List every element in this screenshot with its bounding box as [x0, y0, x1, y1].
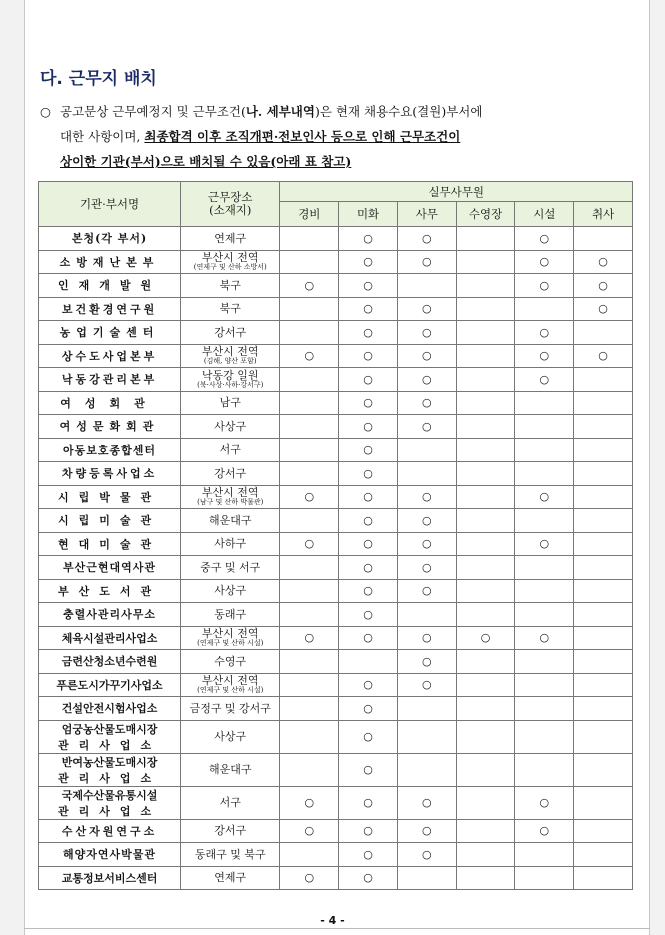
role-cell-4: [456, 368, 515, 392]
role-cell-1: [280, 227, 339, 251]
role-cell-3: ○: [397, 344, 456, 368]
role-cell-6: [574, 532, 633, 556]
table-row: [39, 579, 633, 603]
header-role-2: 미화: [339, 202, 398, 227]
location: 수영구: [181, 650, 280, 674]
org-name: 여성회관: [39, 391, 181, 415]
role-cell-2: ○: [339, 753, 398, 786]
role-cell-3: ○: [397, 786, 456, 819]
role-cell-2: ○: [339, 626, 398, 650]
role-cell-2: ○: [339, 720, 398, 753]
header-role-4: 수영장: [456, 202, 515, 227]
role-cell-5: [515, 462, 574, 486]
role-cell-2: ○: [339, 603, 398, 627]
role-cell-6: [574, 819, 633, 843]
role-cell-4: [456, 532, 515, 556]
role-cell-5: [515, 603, 574, 627]
role-cell-3: [397, 697, 456, 721]
table-row: [39, 227, 633, 251]
role-cell-4: [456, 843, 515, 867]
role-cell-2: ○: [339, 866, 398, 890]
para-text-g: (아래 표 참고): [270, 154, 352, 169]
role-cell-6: [574, 462, 633, 486]
location: 북구: [181, 274, 280, 298]
table-row: [39, 603, 633, 627]
role-cell-3: ○: [397, 843, 456, 867]
role-cell-2: ○: [339, 843, 398, 867]
role-cell-4: [456, 438, 515, 462]
role-cell-4: [456, 227, 515, 251]
role-cell-2: ○: [339, 344, 398, 368]
location: 사하구: [181, 532, 280, 556]
assignment-table: [38, 181, 633, 890]
role-cell-5: [515, 579, 574, 603]
role-cell-4: [456, 819, 515, 843]
role-cell-5: ○: [515, 626, 574, 650]
role-cell-1: [280, 250, 339, 274]
role-cell-1: [280, 415, 339, 439]
role-cell-5: [515, 843, 574, 867]
location: 부산시 전역 (연제구 및 산하 소방서): [181, 250, 280, 274]
org-name: 차량등록사업소: [39, 462, 181, 486]
location: 부산시 전역 (김해, 양산 포함): [181, 344, 280, 368]
role-cell-1: ○: [280, 786, 339, 819]
table-row: [39, 650, 633, 674]
location: 강서구: [181, 462, 280, 486]
header-location-text: 근무장소 (소재지): [208, 190, 253, 217]
role-cell-1: [280, 753, 339, 786]
role-cell-1: ○: [280, 344, 339, 368]
role-cell-4: [456, 753, 515, 786]
role-cell-4: [456, 274, 515, 298]
role-cell-3: ○: [397, 415, 456, 439]
role-cell-2: ○: [339, 297, 398, 321]
role-cell-6: [574, 227, 633, 251]
role-cell-1: [280, 321, 339, 345]
role-cell-6: [574, 438, 633, 462]
table-row: [39, 509, 633, 533]
role-cell-3: ○: [397, 485, 456, 509]
role-cell-2: [339, 650, 398, 674]
role-cell-3: ○: [397, 650, 456, 674]
role-cell-1: ○: [280, 274, 339, 298]
role-cell-4: [456, 485, 515, 509]
org-name: 현대미술관: [39, 532, 181, 556]
org-name: 부산근현대역사관: [39, 556, 181, 580]
para-text-d: 대한 사항이며,: [60, 129, 145, 144]
role-cell-4: [456, 415, 515, 439]
location: 금정구 및 강서구: [181, 697, 280, 721]
role-cell-6: ○: [574, 274, 633, 298]
role-cell-5: ○: [515, 274, 574, 298]
org-name: 소방재난본부: [39, 250, 181, 274]
footer-rule: [24, 928, 650, 929]
table-row: [39, 819, 633, 843]
role-cell-3: ○: [397, 509, 456, 533]
role-cell-4: [456, 462, 515, 486]
role-cell-3: ○: [397, 250, 456, 274]
page-number: - 4 -: [320, 914, 345, 927]
location: 해운대구: [181, 753, 280, 786]
table-row: [39, 321, 633, 345]
role-cell-2: ○: [339, 250, 398, 274]
table-row: [39, 786, 633, 819]
role-cell-6: [574, 509, 633, 533]
role-cell-2: ○: [339, 368, 398, 392]
role-cell-2: ○: [339, 509, 398, 533]
role-cell-5: ○: [515, 532, 574, 556]
role-cell-1: ○: [280, 532, 339, 556]
table-row: [39, 344, 633, 368]
role-cell-5: [515, 673, 574, 697]
role-cell-1: [280, 697, 339, 721]
role-cell-1: [280, 720, 339, 753]
header-role-group: 실무사무원: [280, 182, 633, 202]
table-row: [39, 438, 633, 462]
role-cell-5: ○: [515, 819, 574, 843]
role-cell-3: ○: [397, 819, 456, 843]
role-cell-1: [280, 509, 339, 533]
role-cell-1: [280, 579, 339, 603]
role-cell-3: ○: [397, 391, 456, 415]
section-heading: 다. 근무지 배치: [40, 69, 157, 89]
table-row: [39, 843, 633, 867]
table-row: [39, 462, 633, 486]
org-name: 푸른도시가꾸기사업소: [39, 673, 181, 697]
role-cell-6: [574, 843, 633, 867]
org-name: 시립미술관: [39, 509, 181, 533]
location: 낙동강 일원 (북·사상·사하·강서구): [181, 368, 280, 392]
role-cell-3: ○: [397, 579, 456, 603]
header-org: 기관·부서명: [39, 182, 181, 227]
role-cell-4: ○: [456, 626, 515, 650]
role-cell-3: [397, 866, 456, 890]
org-name: 부산도서관: [39, 579, 181, 603]
role-cell-5: [515, 297, 574, 321]
role-cell-3: [397, 603, 456, 627]
role-cell-1: [280, 391, 339, 415]
role-cell-3: ○: [397, 673, 456, 697]
role-cell-5: [515, 509, 574, 533]
org-name: 국제수산물유통시설 관리사업소: [39, 786, 181, 819]
table-row: [39, 274, 633, 298]
role-cell-5: [515, 866, 574, 890]
org-name: 낙동강관리본부: [39, 368, 181, 392]
org-name: 여성문화회관: [39, 415, 181, 439]
role-cell-6: [574, 786, 633, 819]
role-cell-4: [456, 697, 515, 721]
org-name: 아동보호종합센터: [39, 438, 181, 462]
role-cell-5: [515, 438, 574, 462]
role-cell-4: [456, 603, 515, 627]
para-text-f: 상이한 기관(부서)으로 배치될 수 있음: [60, 154, 271, 169]
role-cell-2: ○: [339, 462, 398, 486]
role-cell-2: ○: [339, 786, 398, 819]
table-row: [39, 415, 633, 439]
role-cell-4: [456, 866, 515, 890]
location: 남구: [181, 391, 280, 415]
role-cell-2: ○: [339, 673, 398, 697]
org-name: 수산자원연구소: [39, 819, 181, 843]
location: 연제구: [181, 227, 280, 251]
role-cell-3: ○: [397, 626, 456, 650]
role-cell-1: [280, 462, 339, 486]
role-cell-5: ○: [515, 786, 574, 819]
role-cell-2: ○: [339, 579, 398, 603]
role-cell-3: [397, 438, 456, 462]
role-cell-6: [574, 866, 633, 890]
location: 사상구: [181, 579, 280, 603]
org-name: 금련산청소년수련원: [39, 650, 181, 674]
para-text-b: 나. 세부내역: [245, 104, 315, 119]
table-row: [39, 866, 633, 890]
location: 중구 및 서구: [181, 556, 280, 580]
role-cell-1: [280, 556, 339, 580]
role-cell-6: [574, 391, 633, 415]
role-cell-3: ○: [397, 556, 456, 580]
role-cell-1: ○: [280, 866, 339, 890]
role-cell-4: [456, 509, 515, 533]
role-cell-5: ○: [515, 485, 574, 509]
location: 강서구: [181, 819, 280, 843]
role-cell-6: [574, 603, 633, 627]
para-text-e: 최종합격 이후 조직개편·전보인사 등으로 인해 근무조건이: [144, 129, 461, 144]
table-row: [39, 720, 633, 753]
org-name: 체육시설관리사업소: [39, 626, 181, 650]
role-cell-6: [574, 650, 633, 674]
role-cell-6: [574, 556, 633, 580]
location: 사상구: [181, 415, 280, 439]
role-cell-2: ○: [339, 697, 398, 721]
role-cell-2: ○: [339, 438, 398, 462]
location: 부산시 전역 (연제구 및 산하 시설): [181, 626, 280, 650]
role-cell-4: [456, 579, 515, 603]
role-cell-4: [456, 250, 515, 274]
role-cell-2: ○: [339, 485, 398, 509]
role-cell-6: [574, 415, 633, 439]
role-cell-2: ○: [339, 391, 398, 415]
role-cell-5: ○: [515, 344, 574, 368]
role-cell-3: ○: [397, 321, 456, 345]
para-text-a: 공고문상 근무예정지 및 근무조건(: [60, 104, 246, 119]
role-cell-4: [456, 673, 515, 697]
role-cell-1: [280, 650, 339, 674]
role-cell-4: [456, 786, 515, 819]
location: 강서구: [181, 321, 280, 345]
role-cell-5: [515, 650, 574, 674]
role-cell-3: [397, 720, 456, 753]
role-cell-5: [515, 697, 574, 721]
location: 부산시 전역 (남구 및 산하 박물관): [181, 485, 280, 509]
table-row: [39, 556, 633, 580]
header-role-6: 취사: [574, 202, 633, 227]
org-name: 반여농산물도매시장 관리사업소: [39, 753, 181, 786]
role-cell-5: [515, 556, 574, 580]
role-cell-2: ○: [339, 227, 398, 251]
role-cell-3: ○: [397, 368, 456, 392]
location: 동래구: [181, 603, 280, 627]
role-cell-6: ○: [574, 297, 633, 321]
role-cell-1: [280, 673, 339, 697]
header-role-3: 사무: [397, 202, 456, 227]
role-cell-6: [574, 697, 633, 721]
para-text-c: )은 현재 채용수요(결원)부서에: [314, 104, 483, 119]
org-name: 시립박물관: [39, 485, 181, 509]
role-cell-5: ○: [515, 227, 574, 251]
role-cell-6: [574, 673, 633, 697]
role-cell-1: [280, 438, 339, 462]
role-cell-2: ○: [339, 556, 398, 580]
bullet-circle: ○: [40, 104, 51, 119]
role-cell-2: ○: [339, 321, 398, 345]
table-row: [39, 753, 633, 786]
org-name: 충렬사관리사무소: [39, 603, 181, 627]
location: 부산시 전역 (연제구 및 산하 시설): [181, 673, 280, 697]
role-cell-4: [456, 344, 515, 368]
org-name: 농업기술센터: [39, 321, 181, 345]
table-row: [39, 673, 633, 697]
role-cell-3: [397, 462, 456, 486]
location: 북구: [181, 297, 280, 321]
role-cell-5: ○: [515, 368, 574, 392]
role-cell-5: ○: [515, 250, 574, 274]
org-name: 건설안전시험사업소: [39, 697, 181, 721]
role-cell-6: [574, 720, 633, 753]
table-row: [39, 297, 633, 321]
org-name: 엄궁농산물도매시장 관리사업소: [39, 720, 181, 753]
role-cell-3: ○: [397, 227, 456, 251]
role-cell-6: [574, 368, 633, 392]
role-cell-1: [280, 603, 339, 627]
role-cell-4: [456, 720, 515, 753]
table-row: [39, 391, 633, 415]
role-cell-1: ○: [280, 819, 339, 843]
role-cell-6: ○: [574, 250, 633, 274]
role-cell-6: ○: [574, 344, 633, 368]
role-cell-2: ○: [339, 274, 398, 298]
role-cell-5: [515, 753, 574, 786]
org-name: 인재개발원: [39, 274, 181, 298]
role-cell-4: [456, 297, 515, 321]
role-cell-5: [515, 720, 574, 753]
role-cell-1: [280, 368, 339, 392]
role-cell-1: [280, 297, 339, 321]
org-name: 교통정보서비스센터: [39, 866, 181, 890]
org-name: 본청(각 부서): [39, 227, 181, 251]
role-cell-4: [456, 556, 515, 580]
location: 연제구: [181, 866, 280, 890]
role-cell-6: [574, 321, 633, 345]
header-role-5: 시설: [515, 202, 574, 227]
role-cell-2: ○: [339, 819, 398, 843]
location: 동래구 및 북구: [181, 843, 280, 867]
role-cell-4: [456, 321, 515, 345]
role-cell-3: [397, 274, 456, 298]
role-cell-4: [456, 391, 515, 415]
location: 해운대구: [181, 509, 280, 533]
table-row: [39, 250, 633, 274]
role-cell-2: ○: [339, 532, 398, 556]
table-row: [39, 368, 633, 392]
org-name: 해양자연사박물관: [39, 843, 181, 867]
table-row: [39, 485, 633, 509]
table-row: [39, 626, 633, 650]
table-row: [39, 697, 633, 721]
role-cell-3: ○: [397, 297, 456, 321]
role-cell-1: [280, 843, 339, 867]
location: 서구: [181, 438, 280, 462]
location: 서구: [181, 786, 280, 819]
role-cell-6: [574, 579, 633, 603]
role-cell-5: ○: [515, 321, 574, 345]
role-cell-5: [515, 415, 574, 439]
role-cell-6: [574, 485, 633, 509]
table-row: [39, 532, 633, 556]
role-cell-3: ○: [397, 532, 456, 556]
role-cell-4: [456, 650, 515, 674]
role-cell-6: [574, 753, 633, 786]
role-cell-3: [397, 753, 456, 786]
location: 사상구: [181, 720, 280, 753]
header-role-1: 경비: [280, 202, 339, 227]
role-cell-1: ○: [280, 626, 339, 650]
role-cell-2: ○: [339, 415, 398, 439]
section-paragraph: [40, 99, 630, 174]
header-location: [181, 182, 280, 227]
role-cell-1: ○: [280, 485, 339, 509]
org-name: 상수도사업본부: [39, 344, 181, 368]
role-cell-6: [574, 626, 633, 650]
role-cell-5: [515, 391, 574, 415]
org-name: 보건환경연구원: [39, 297, 181, 321]
